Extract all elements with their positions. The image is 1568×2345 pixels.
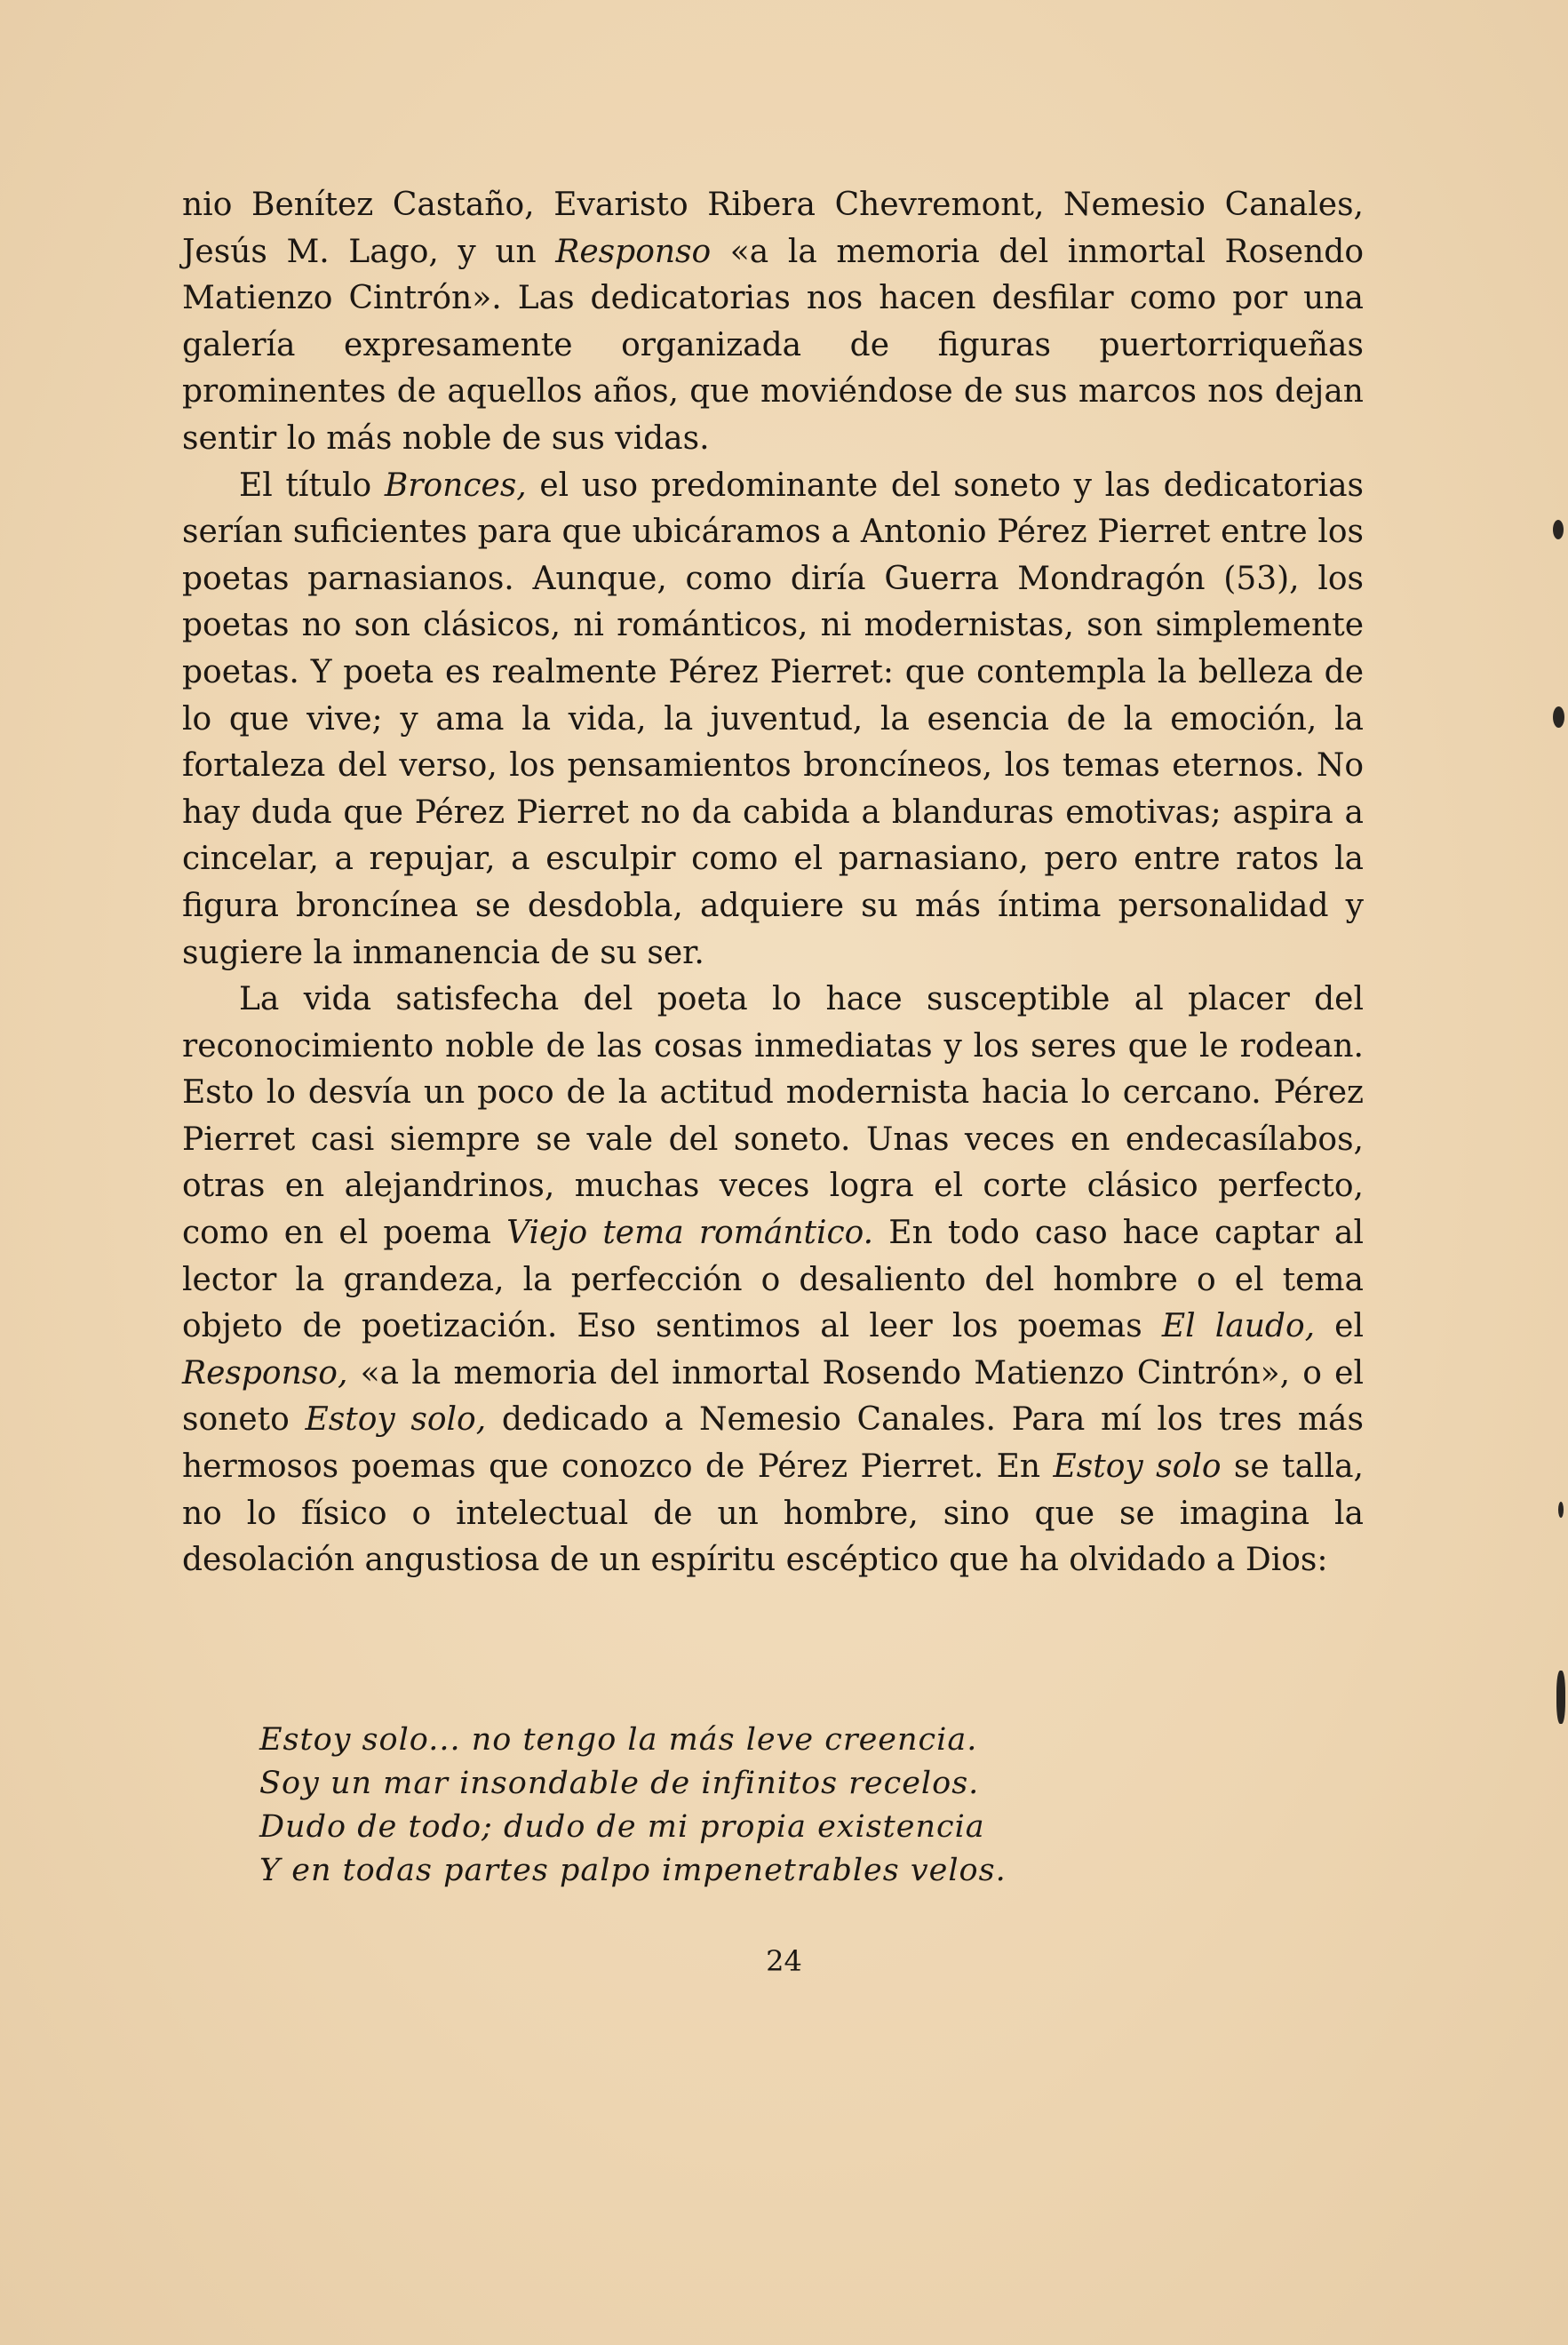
scan-speck	[1553, 520, 1564, 539]
text-run: «a la memoria del inmortal Rosendo Matienzo Cintrón». Las dedicatorias nos hacen desfilar como por una galería expresamente organizada de figuras puertorriqueñas prominentes de aquellos años, que moviéndose de sus marcos nos dejan sentir lo más noble de sus vidas.	[182, 233, 1364, 457]
verse-line: Y en todas partes palpo impenetrables velos.	[259, 1853, 1007, 1888]
body-text	[182, 182, 1364, 1584]
italic-title: Responso	[555, 233, 712, 270]
text-run: La vida satisfecha del poeta lo hace susceptible al placer del reconocimiento noble de las cosas inmediatas y los seres que le rodean. Esto lo desvía un poco de la actitud modernista hacia lo cercano. Pérez Pierret casi siempre se vale del soneto. Unas veces en endecasílabos, otras en alejandrinos, muchas veces logra el corte clásico perfecto, como en el poema	[182, 981, 1364, 1252]
verse-line: Dudo de todo; dudo de mi propia existencia	[259, 1809, 985, 1845]
poem-quote	[259, 1719, 1007, 1893]
italic-title: Estoy solo	[1053, 1448, 1222, 1486]
page-number: 24	[766, 1944, 802, 1978]
text-run: el uso predominante del soneto y las dedicatorias serían suficientes para que ubicáramos a Antonio Pérez Pierret entre los poetas parnasianos. Aunque, como diría Guerra Mondragón (53), los poetas no son clásicos, ni románticos, ni modernistas, son simplemente poetas. Y poeta es realmente Pérez Pierret: que contempla la belleza de lo que vive; y ama la vida, la juventud, la esencia de la emoción, la fortaleza del verso, los pensamientos broncíneos, los temas eternos. No hay duda que Pérez Pierret no da cabida a blanduras emotivas; aspira a cincelar, a repujar, a esculpir como el parnasiano, pero entre ratos la figura broncínea se desdobla, adquiere su más íntima personalidad y sugiere la inmanencia de su ser.	[182, 467, 1365, 971]
scan-speck	[1556, 1671, 1565, 1724]
text-run: En todo caso hace captar al lector la grandeza, la perfección o desaliento del hombre o el tema objeto de poetización. Eso sentimos al leer los poemas	[182, 1215, 1364, 1345]
italic-title: Viejo tema romántico.	[506, 1215, 874, 1252]
italic-title: El laudo,	[1161, 1308, 1316, 1345]
paragraph	[182, 977, 1364, 1584]
verse-line: Soy un mar insondable de infinitos recelos.	[259, 1766, 980, 1801]
text-run: se talla, no lo físico o intelectual de un hombre, sino que se imagina la desolación angustiosa de un espíritu escéptico que ha olvidado a Dios:	[182, 1448, 1364, 1579]
text-run: dedicado a Nemesio Canales. Para mí los tres más hermosos poemas que conozco de Pérez Pierret. En	[182, 1401, 1364, 1486]
text-run: el	[1315, 1308, 1364, 1345]
italic-title: Responso,	[182, 1354, 348, 1392]
italic-title: Estoy solo,	[305, 1401, 487, 1439]
italic-title: Bronces,	[384, 467, 527, 504]
verse-line: Estoy solo... no tengo la más leve creencia.	[259, 1722, 978, 1758]
text-run: El título	[239, 467, 385, 504]
scan-speck	[1558, 1502, 1564, 1518]
paragraph	[182, 182, 1364, 463]
paragraph	[182, 463, 1364, 977]
text-run: «a la memoria del inmortal Rosendo Matienzo Cintrón», o el soneto	[182, 1354, 1364, 1439]
scan-speck	[1553, 706, 1564, 728]
text-run: nio Benítez Castaño, Evaristo Ribera Chevremont, Nemesio Canales, Jesús M. Lago, y un	[182, 187, 1364, 270]
